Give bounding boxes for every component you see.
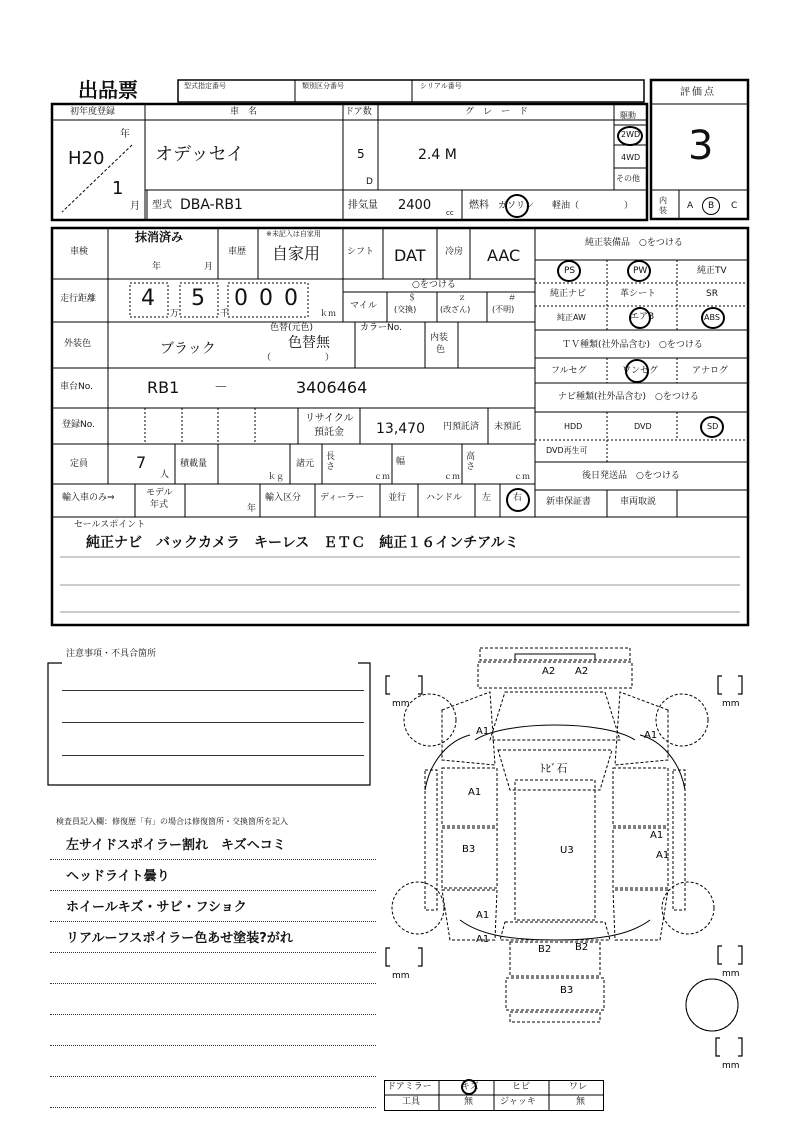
note-line-2: ヘッドライト曇り <box>66 869 170 884</box>
mileage-digit: 5 <box>191 286 205 311</box>
first-reg-label: 初年度登録 <box>70 107 116 117</box>
navi-dvd[interactable]: DVD <box>634 422 652 431</box>
inspector-line <box>50 859 376 860</box>
shaken-year-unit: 年 <box>152 262 162 272</box>
cm-unit: ｃｍ <box>514 472 530 481</box>
car-name-label: 車 名 <box>230 107 258 117</box>
model-code-label: 型式指定番号 <box>184 82 226 90</box>
navi-hdd[interactable]: HDD <box>564 422 583 431</box>
mile-opt-dollar[interactable]: ＄ <box>408 293 416 302</box>
mile-opt-mile[interactable]: マイル <box>350 301 377 311</box>
inspector-line <box>50 1076 376 1077</box>
later-header: 後日発送品 ○をつける <box>582 471 680 481</box>
damage-label: B2 <box>538 944 552 955</box>
equipment-header: 純正装備品 ○をつける <box>585 238 683 248</box>
load-label: 積載量 <box>180 459 208 469</box>
note-line-4: リアルーフスポイラー色あせ塗装?がれ <box>66 931 293 946</box>
fuel-gas[interactable]: ガソリン <box>498 201 535 211</box>
caution-line <box>62 755 364 756</box>
grade-label: グ レ ー ド <box>465 107 529 117</box>
recycle-unpaid: 未預託 <box>494 422 522 432</box>
displacement-value: 2400 <box>398 198 432 213</box>
damage-label: A1 <box>476 726 490 737</box>
tv-oneseg-circle <box>625 359 649 383</box>
recycle-label-2: 預託金 <box>314 427 344 438</box>
color-no-label: カラーNo. <box>360 323 402 333</box>
damage-label: A1 <box>650 830 664 841</box>
damage-label: A1 <box>656 850 670 861</box>
repaint-label: 色替(元色) <box>270 323 314 333</box>
handle-label: ハンドル <box>426 493 463 503</box>
inspector-line <box>50 952 376 953</box>
mile-opt-dollar-sub: (交換) <box>394 305 417 314</box>
navi-sd[interactable]: SD <box>707 422 719 431</box>
equip-abs-circle <box>701 307 725 329</box>
mm-label: mm <box>722 1061 740 1071</box>
form-title: 出品票 <box>78 78 138 102</box>
mile-opt-z[interactable]: ｚ <box>458 293 466 302</box>
year-unit: 年 <box>120 129 130 140</box>
dvd-label: DVD再生可 <box>546 446 588 455</box>
class-code-label: 類別区分番号 <box>302 82 344 90</box>
grade-value: 2.4 M <box>418 147 457 163</box>
equip-leather[interactable]: 革シート <box>620 289 657 299</box>
inspector-line <box>50 1045 376 1046</box>
damage-label: A1 <box>476 934 490 945</box>
chassis-label: 車台No. <box>60 382 93 392</box>
tv-fullseg[interactable]: フルセグ <box>551 366 587 376</box>
damage-label: A1 <box>644 730 658 741</box>
drive-4wd[interactable]: 4WD <box>621 153 641 162</box>
interior-label: 内装 <box>659 196 667 215</box>
equip-ps[interactable]: PS <box>564 266 576 276</box>
mile-opt-hash-sub: (不明) <box>492 305 515 314</box>
jack-value: 無 <box>576 1097 586 1107</box>
equip-tv[interactable]: 純正TV <box>697 266 727 276</box>
damage-label: ﾄﾋﾞ石 <box>540 762 568 775</box>
equip-airbag[interactable]: エアB <box>630 312 655 322</box>
mirror-label: ドアミラー <box>387 1082 432 1092</box>
shaken-label: 車検 <box>70 247 89 257</box>
tv-oneseg[interactable]: ワンセグ <box>622 366 659 376</box>
damage-label: U3 <box>560 845 574 856</box>
recycle-label: リサイクル <box>305 413 354 424</box>
mm-label: mm <box>392 699 410 709</box>
equip-aw[interactable]: 純正AW <box>557 313 586 322</box>
cm-unit: ｃｍ <box>444 472 460 481</box>
import-type-label: 輸入区分 <box>265 493 302 503</box>
jack-label: ジャッキ <box>500 1097 536 1107</box>
rating-value: 3 <box>688 123 714 169</box>
damage-label: B2 <box>575 942 589 953</box>
equip-ps-circle <box>557 260 581 282</box>
import-dealer[interactable]: ディーラー <box>320 493 365 503</box>
capacity-unit: 人 <box>160 470 170 480</box>
import-parallel[interactable]: 並行 <box>388 493 407 503</box>
capacity-label: 定員 <box>70 459 89 469</box>
damage-label: B3 <box>560 985 574 996</box>
fuel-label: 燃料 <box>469 200 489 211</box>
reg-no-label: 登録No. <box>62 420 95 430</box>
doors-label: ドア数 <box>345 107 372 117</box>
interior-color-label-2: 色 <box>436 345 446 355</box>
chassis-number: 3406464 <box>296 378 368 397</box>
shaken-month-unit: 月 <box>204 262 214 272</box>
dims-label: 諸元 <box>296 459 315 469</box>
model-year-unit: 年 <box>247 504 257 514</box>
handle-left[interactable]: 左 <box>482 493 492 503</box>
caution-bracket <box>40 655 380 795</box>
later-warranty[interactable]: 新車保証書 <box>546 497 592 507</box>
tools-label: 工具 <box>402 1097 421 1107</box>
damage-label: B3 <box>462 844 476 855</box>
equip-pw-circle <box>627 260 651 282</box>
mileage-digit: 0 <box>234 286 248 311</box>
shaken-value: 抹消済み <box>135 230 184 244</box>
repaint-paren: （ ） <box>262 353 335 363</box>
mm-label: mm <box>392 971 410 981</box>
history-note: ※未記入は自家用 <box>266 230 321 238</box>
history-value: 自家用 <box>272 244 321 263</box>
mileage-digit: 0 <box>284 286 298 311</box>
mm-label: mm <box>722 699 740 709</box>
equip-pw[interactable]: PW <box>633 266 648 276</box>
mileage-label: 走行距離 <box>60 294 97 304</box>
mileage-digit: 4 <box>141 286 155 311</box>
drive-other[interactable]: その他 <box>616 174 640 183</box>
recycle-status: 円預託済 <box>443 422 480 432</box>
mm-label: mm <box>722 969 740 979</box>
shift-value: DAT <box>394 246 426 265</box>
navi-sd-circle <box>700 416 724 438</box>
caution-label: 注意事項・不具合箇所 <box>66 649 157 659</box>
interior-c[interactable]: C <box>731 201 738 211</box>
tools-value: 無 <box>464 1097 474 1107</box>
handle-right[interactable]: 右 <box>513 493 523 503</box>
mileage-digit: 0 <box>259 286 273 311</box>
mirror-break[interactable]: ワレ <box>569 1082 588 1092</box>
mile-opt-hash[interactable]: ＃ <box>508 293 516 302</box>
sales-label: セールスポイント <box>74 520 146 530</box>
fuel-diesel[interactable]: 軽油（ ） <box>552 201 634 211</box>
history-label: 車歴 <box>228 247 247 257</box>
interior-b[interactable]: B <box>708 201 715 211</box>
model-year-label: モデル <box>146 488 173 498</box>
displacement-label: 排気量 <box>348 200 378 211</box>
exterior-label: 外装色 <box>64 339 92 349</box>
width-label: 幅 <box>396 457 406 467</box>
inspector-line <box>50 983 376 984</box>
interior-b-circle <box>702 197 720 215</box>
drive-label: 駆動 <box>620 111 636 120</box>
import-label: 輸入車のみ⇒ <box>62 493 115 503</box>
drive-2wd-circle <box>617 126 643 146</box>
kg-unit: ｋｇ <box>268 472 284 481</box>
mirror-crack[interactable]: ヒビ <box>512 1082 531 1092</box>
equip-abs[interactable]: ABS <box>704 313 720 322</box>
chassis-prefix: RB1 <box>147 378 180 397</box>
inspector-line <box>50 921 376 922</box>
doors-suffix: D <box>366 177 373 187</box>
inspector-line <box>50 1107 376 1108</box>
note-line-1: 左サイドスポイラー割れ キズヘコミ <box>66 838 286 853</box>
length-label: 長さ <box>326 452 336 472</box>
navi-header: ナビ種類(社外品含む) ○をつける <box>558 392 699 402</box>
cm-unit: ｃｍ <box>374 472 390 481</box>
caution-line <box>62 722 364 723</box>
recycle-value: 13,470 <box>376 421 425 437</box>
ac-label: 冷房 <box>445 247 464 257</box>
doors-value: 5 <box>357 147 365 161</box>
shift-label: シフト <box>347 247 375 257</box>
rating-label: 評価点 <box>680 87 716 98</box>
equip-navi[interactable]: 純正ナビ <box>550 289 587 299</box>
mile-opt-z-sub: (改ざん) <box>440 305 471 314</box>
drive-2wd[interactable]: 2WD <box>621 130 641 139</box>
caution-line <box>62 690 364 691</box>
inspector-line <box>50 1014 376 1015</box>
inspector-label: 検査員記入欄：修復歴「有」の場合は修復箇所・交換箇所を記入 <box>56 817 288 826</box>
interior-color-label: 内装 <box>430 333 449 343</box>
mirror-scratch-circle <box>461 1079 477 1095</box>
exterior-value: ブラック <box>160 341 216 357</box>
capacity-value: 7 <box>136 453 147 472</box>
inspector-line <box>50 890 376 891</box>
car-name-value: オデッセイ <box>155 144 245 165</box>
mileage-sen: 千 <box>220 309 230 319</box>
note-line-3: ホイールキズ・サビ・フショク <box>66 900 247 915</box>
ac-value: AAC <box>487 246 521 265</box>
type-label: 型式 <box>152 200 172 211</box>
mileage-man: 万 <box>170 309 180 319</box>
damage-label: A2 <box>542 666 556 677</box>
damage-label: A2 <box>575 666 589 677</box>
tv-header: ＴＶ種類(社外品含む) ○をつける <box>562 340 703 350</box>
cc-unit: cc <box>446 209 454 217</box>
type-value: DBA-RB1 <box>180 197 243 213</box>
interior-a[interactable]: A <box>687 201 694 211</box>
handle-right-circle <box>506 488 530 512</box>
mileage-km: ｋｍ <box>320 309 336 318</box>
fuel-gas-circle <box>505 194 529 218</box>
damage-label: A1 <box>476 910 490 921</box>
height-label: 高さ <box>466 452 476 472</box>
mile-header: ○をつける <box>412 280 456 290</box>
month-unit: 月 <box>130 201 140 212</box>
later-manual[interactable]: 車両取説 <box>620 497 657 507</box>
first-reg-month: 1 <box>112 178 124 199</box>
equip-sr[interactable]: SR <box>706 289 718 299</box>
repaint-value: 色替無 <box>288 335 330 351</box>
chassis-dash: － <box>214 380 228 396</box>
serial-label: シリアル番号 <box>420 82 462 90</box>
damage-label: A1 <box>468 787 482 798</box>
first-reg-era: H20 <box>68 148 105 169</box>
equip-airbag-circle <box>629 307 651 329</box>
tv-analog[interactable]: アナログ <box>692 366 729 376</box>
model-year-label-2: 年式 <box>150 500 169 510</box>
mirror-scratch[interactable]: キズ <box>461 1082 479 1092</box>
sales-text: 純正ナビ バックカメラ キーレス ＥＴＣ 純正１６インチアルミ <box>86 535 519 551</box>
car-diagram <box>370 640 760 1080</box>
